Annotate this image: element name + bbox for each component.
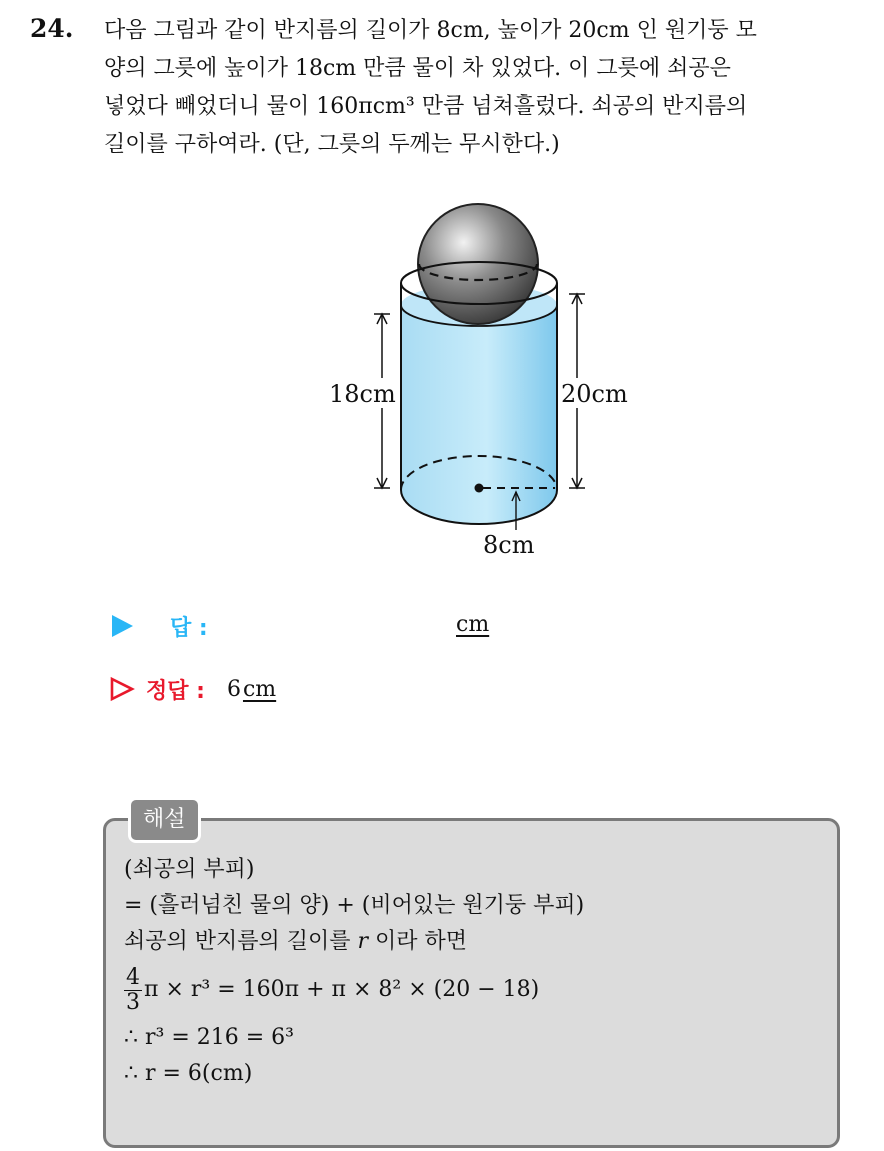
fraction xyxy=(124,966,142,1015)
label-20cm: 20cm xyxy=(561,380,628,408)
solution-line: ∴ r³ = 216 = 6³ xyxy=(124,1025,294,1050)
answer-label: 답 : xyxy=(170,615,208,641)
center-dot xyxy=(475,484,484,493)
fraction-numerator: 4 xyxy=(126,964,140,990)
correct-answer-row xyxy=(108,672,276,706)
variable-r: r xyxy=(357,929,369,954)
question-line: 넣었다 빼었더니 물이 160πcm³ 만큼 넘쳐흘렀다. 쇠공의 반지름의 xyxy=(104,94,748,119)
solution-line: ∴ r = 6(cm) xyxy=(124,1061,253,1086)
solution-text: 이라 하면 xyxy=(368,929,468,954)
solution-line: = (흘러넘친 물의 양) + (비어있는 원기둥 부피) xyxy=(124,893,585,918)
correct-answer-value: 6 xyxy=(226,676,241,702)
answer-row xyxy=(108,610,528,642)
question-line: 다음 그림과 같이 반지름의 길이가 8cm, 높이가 20cm 인 원기둥 모 xyxy=(104,18,757,43)
label-8cm: 8cm xyxy=(483,531,535,559)
equation-rest: π × r³ = 160π + π × 8² × (20 − 18) xyxy=(144,977,540,1002)
correct-answer-label: 정답 : xyxy=(146,678,205,704)
solution-text: 쇠공의 반지름의 길이를 xyxy=(124,929,358,954)
solution-content xyxy=(124,852,824,1092)
solution-line xyxy=(124,924,824,960)
solution-tag: 해설 xyxy=(128,797,201,843)
solution-equation xyxy=(124,960,824,1020)
question-number: 24. xyxy=(30,14,74,43)
question-line: 양의 그릇에 높이가 18cm 만큼 물이 차 있었다. 이 그릇에 쇠공은 xyxy=(104,56,731,81)
steel-ball xyxy=(418,204,538,324)
answer-unit: cm xyxy=(456,612,490,637)
question-line: 길이를 구하여라. (단, 그릇의 두께는 무시한다.) xyxy=(104,132,560,157)
label-18cm: 18cm xyxy=(329,380,396,408)
solution-line: (쇠공의 부피) xyxy=(124,857,255,882)
outline-play-icon xyxy=(108,675,136,703)
play-icon xyxy=(108,612,136,640)
correct-answer-unit: cm xyxy=(242,676,277,702)
fraction-denominator: 3 xyxy=(126,989,140,1015)
